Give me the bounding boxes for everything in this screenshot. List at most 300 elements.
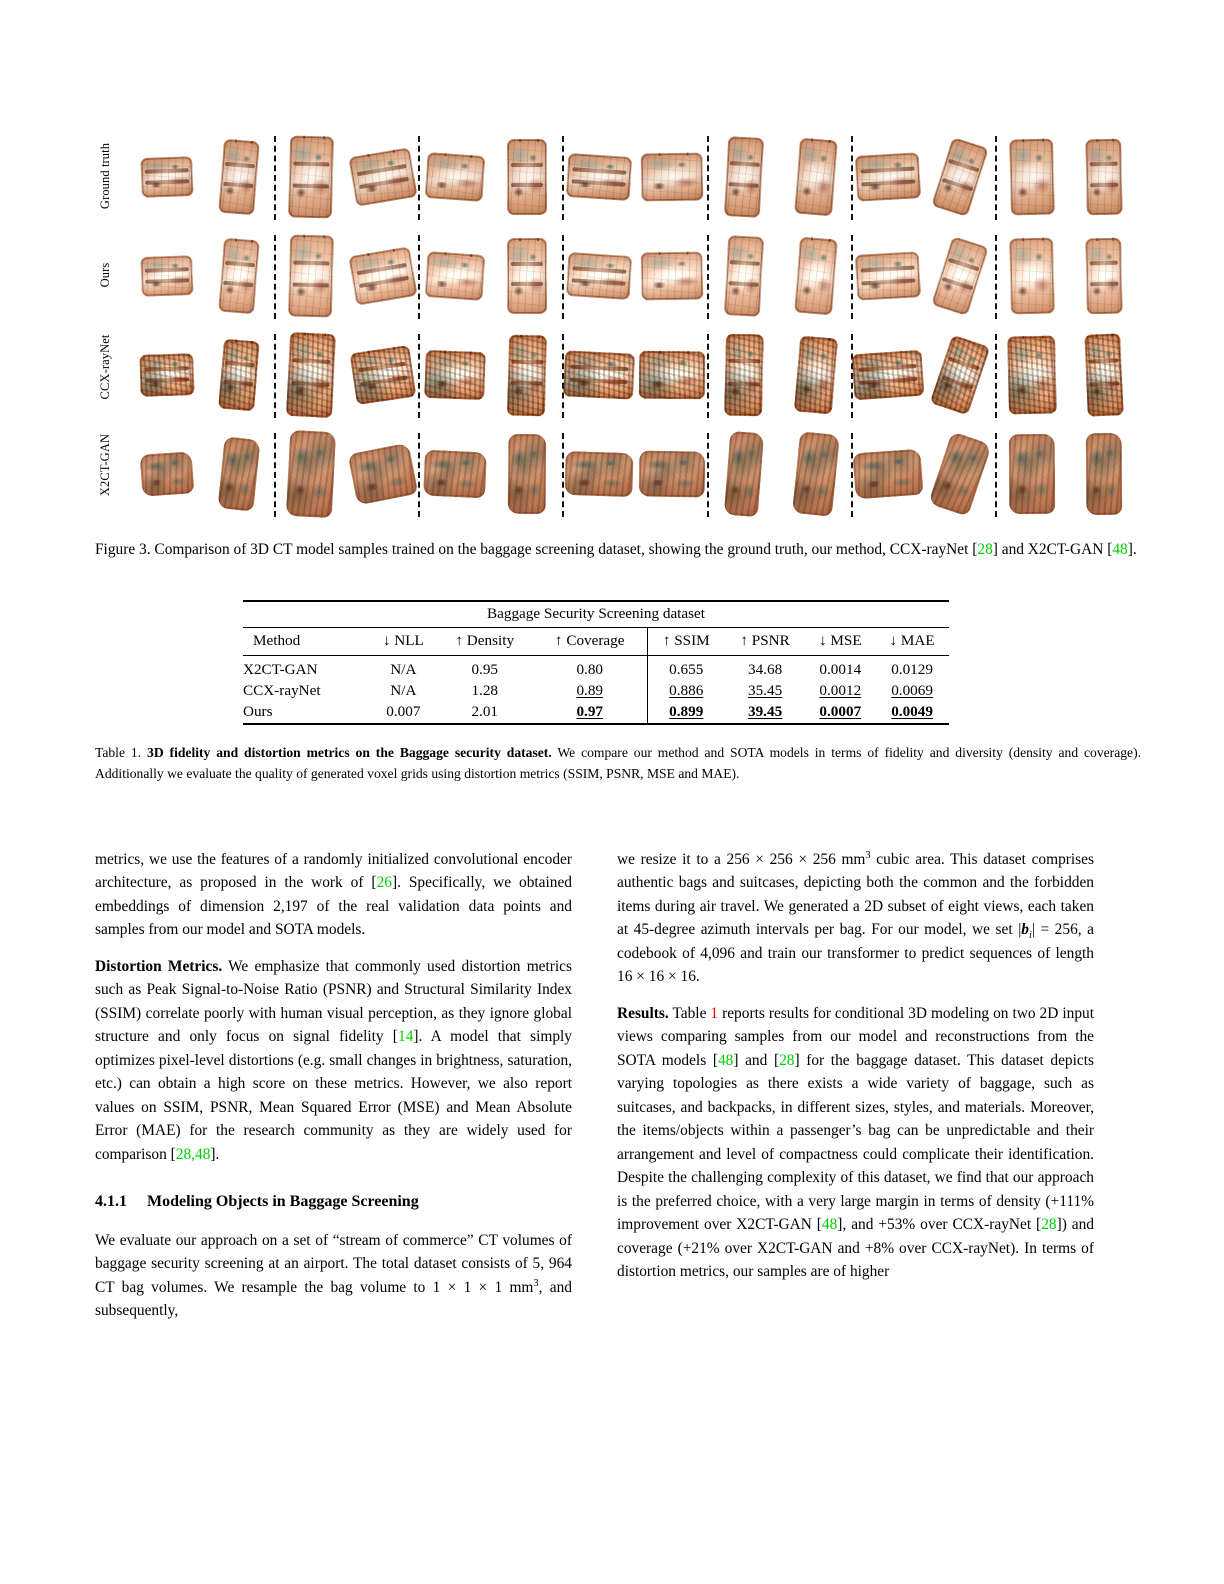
para-text: we resize it to a 256 × 256 × 256 mm [617,851,866,868]
cell-ssim [647,702,724,724]
ct-bag-density-blob [384,160,397,167]
cell-value: 0.899 [669,703,704,720]
ct-bag-density-blob [170,264,181,268]
figure-caption-text-3: ]. [1127,541,1137,558]
ct-bag-density-blob [819,353,827,361]
ct-bag-strap [223,379,253,386]
column-header-ssim: ↑ SSIM [647,628,724,656]
ct-bag-strap [942,277,973,290]
ct-bag-strap [942,178,973,191]
para-text: We evaluate our approach on a set of “stream of commerce” CT volumes of baggage security screening at an airport. The total dataset consists of 5, 964 CT bag volumes. We resample the bag volume to 1 × 1 × 1 mm [95,1231,572,1296]
ct-bag-density-blob [577,280,594,287]
ct-bag-density-blob [866,282,883,289]
ct-bag-density-blob [747,252,755,260]
ct-bag-density-blob [1016,385,1028,395]
ct-bag-body [217,437,261,512]
ct-bag-strap [858,364,916,372]
cell-method: Ours [243,703,273,720]
ct-bag-density-blob [225,383,235,393]
para-text: ] and [ [733,1051,780,1069]
para-text: ]. [210,1145,220,1163]
figure-group-separator [418,136,420,220]
figure-sample-cell [491,425,563,523]
section-heading-4-1-1 [95,1190,572,1214]
ct-bag-handle [519,238,539,241]
ct-bag-strap [728,359,759,364]
figure-row-labels [95,128,129,523]
paragraph-results [617,1002,1094,1284]
ct-bag-body [218,139,261,215]
figure-sample-cell [708,326,780,424]
ct-bag-strap [941,375,973,389]
figure-group-separator [995,334,997,418]
figure-sample-cell [1068,326,1140,424]
para-text: We emphasize that commonly used distortion metrics such as Peak Signal-to-Noise Ratio (PSNR) and Structural Similarity Index (SSIM) correlate poorly with human visual perception, as they ignore global structure and only focus on signal fidelity [ [95,957,573,1046]
ct-bag-strap [225,360,255,367]
cell-method: CCX-rayNet [243,682,321,699]
ct-bag-strap [146,179,189,185]
ct-bag-body [218,338,260,412]
ct-bag-density-blob [891,261,904,266]
figure-caption-citation-48[interactable]: 48 [1112,541,1128,558]
ct-bag-handle [1022,139,1044,143]
ct-bag-density-blob [865,480,883,487]
ct-bag-strap [1089,162,1118,167]
ct-bag-body [425,152,486,202]
ct-bag-strap [145,268,188,274]
figure-sample-cell [347,425,419,523]
figure-sample-cell [780,425,852,523]
table-row [243,681,949,702]
ct-bag-handle [519,139,539,142]
ct-bag-handle [658,153,687,157]
ct-bag-handle [303,136,325,140]
cell-mae: 0.0129 [875,656,949,681]
ct-bag-density-blob [364,382,380,391]
figure-sample-cell [491,326,563,424]
ct-bag-body [638,350,705,399]
table-header-row [243,628,949,656]
figure-row-ground-truth [131,128,1140,226]
figure-group-separator [562,433,564,517]
ct-bag-density-blob [459,164,471,169]
ct-bag-handle [445,251,473,257]
ct-bag-handle [304,332,327,337]
ct-bag-body [288,136,334,219]
ct-bag-strap [571,365,629,372]
ct-bag-density-blob [675,261,688,266]
ct-bag-strap [1089,359,1118,364]
ct-bag-density-blob [1017,286,1029,296]
para-text: ]) and coverage (+21% over X2CT-GAN and +8% over CCX-rayNet). In terms of distortion metrics, our samples are of higher [617,1216,1094,1281]
figure-sample-cell [1068,227,1140,325]
figure-sample-cell [708,425,780,523]
ct-bag-density-blob [747,153,755,161]
ct-bag-density-blob [891,459,905,465]
cell-method: X2CT-GAN [243,656,370,681]
ct-bag-body [930,137,989,218]
ct-bag-density-blob [364,184,381,193]
ct-bag-density-blob [942,182,954,194]
superscript-3: 3 [533,1277,539,1289]
figure-sample-cell [419,128,491,226]
ct-bag-body [286,430,337,518]
figure-sample-cell [852,326,924,424]
ct-bag-body [140,156,194,198]
figure-sample-cell [852,227,924,325]
ct-bag-body [1086,138,1123,215]
ct-bag-density-blob [384,456,397,463]
ct-bag-body [854,251,922,301]
ct-bag-density-blob [676,360,689,365]
ct-bag-density-blob [800,483,811,495]
table-1-caption [95,742,1141,784]
ct-bag-handle [234,139,254,144]
ct-bag-body [349,247,418,306]
figure-sample-cell [203,425,275,523]
cell-coverage: 0.80 [533,656,648,681]
ct-bag-density-blob [315,449,325,458]
figure-sample-cell [636,425,708,523]
para-text: , and subsequently, [95,1278,572,1320]
math-codebook-size: $|b_i|$ [1018,921,1035,942]
figure-sample-cell [924,128,996,226]
ct-bag-handle [811,336,832,342]
ct-bag-body [507,238,547,314]
ct-bag-strap [728,183,758,189]
ct-bag-density-blob [459,361,471,366]
cell-value: 35.45 [747,682,783,699]
ct-bag-strap [293,260,329,265]
table-1-wrapper [243,600,949,725]
ct-bag-density-blob [866,183,883,190]
ct-bag-density-blob [676,460,689,465]
ct-bag-density-blob [801,285,812,296]
ct-bag-density-blob [1017,187,1029,197]
math-subscript-i: i [1028,930,1032,942]
ct-bag-density-blob [435,381,451,388]
ct-bag-density-blob [149,182,163,188]
figure-sample-grid [131,128,1140,523]
ct-bag-density-blob [243,155,251,163]
figure-group-separator [274,334,276,418]
citation-14[interactable]: 14 [397,1028,414,1046]
ct-bag-strap [948,258,979,271]
ct-bag-density-blob [1106,449,1113,457]
ct-bag-strap [293,282,329,287]
citation-48[interactable]: 48 [717,1051,734,1069]
ct-bag-handle [658,350,689,354]
cell-value: 0.0007 [819,703,862,720]
ct-bag-density-blob [294,385,307,396]
ct-bag-strap [145,378,190,383]
ct-bag-handle [444,350,472,355]
figure-group-separator [851,433,853,517]
superscript-3: 3 [865,849,871,861]
ct-bag-handle [1096,237,1114,240]
ct-bag-strap [728,282,758,288]
ct-bag-density-blob [801,384,812,395]
ct-bag-handle [303,235,325,239]
ct-bag-density-blob [435,182,450,189]
citation-28[interactable]: 28 [779,1051,795,1069]
figure-sample-cell [131,326,203,424]
ct-bag-strap [146,278,189,284]
figure-sample-cell [563,326,635,424]
ct-bag-body [724,333,764,417]
ct-bag-density-blob [364,283,381,292]
figure-group-separator [995,433,997,517]
ct-bag-handle [1096,138,1114,141]
ct-bag-body [851,349,925,401]
figure-row-label-ccx-raynet: CCX-rayNet [97,334,112,400]
table-caption-bold-title: 3D fidelity and distortion metrics on the Baggage security dataset. [141,745,552,760]
figure-row-label-ground-truth: Ground truth [97,142,112,210]
figure-group-separator [851,334,853,418]
ct-bag-strap [947,357,979,371]
ct-bag-strap [511,163,544,167]
ct-bag-body [140,451,195,497]
figure-group-separator [851,136,853,220]
figure-sample-cell [780,227,852,325]
cell-value: 39.45 [747,703,783,720]
figure-group-separator [995,235,997,319]
ct-bag-strap [223,281,253,287]
ct-bag-density-blob [169,460,180,465]
ct-bag-body [565,450,634,497]
ct-bag-strap [223,182,253,188]
ct-bag-strap [1089,261,1118,266]
ct-bag-body [723,235,763,317]
cell-mae [875,681,949,702]
ct-bag-density-blob [530,351,538,359]
ct-bag-body [139,353,195,398]
section-title: Modeling Objects in Baggage Screening [147,1193,419,1211]
ct-bag-strap [729,260,759,266]
figure-group-separator [562,136,564,220]
ct-bag-density-blob [604,263,617,268]
cell-density: 2.01 [471,703,499,720]
cell-nll: N/A [390,682,417,699]
ct-bag-handle [445,152,473,158]
ct-bag-strap [512,381,543,386]
figure-sample-cell [1068,128,1140,226]
figure-sample-cell [780,128,852,226]
ct-bag-strap [360,376,409,387]
para-text: = 256, a codebook of 4,096 and train our transformer to predict sequences of length 16 × 16 × 16. [617,921,1094,986]
table-bottom-rule [243,724,949,725]
ct-bag-body [288,235,334,318]
ct-bag-density-blob [730,484,740,496]
ct-bag-density-blob [864,381,883,388]
ct-bag-body [508,433,547,514]
figure-sample-cell [275,326,347,424]
cell-value: 0.0049 [891,703,933,720]
ct-bag-density-blob [819,253,827,261]
column-header-psnr: ↑ PSNR [725,628,806,656]
ct-bag-density-blob [294,484,307,496]
ct-bag-density-blob [747,449,754,458]
figure-sample-cell [131,227,203,325]
figure-sample-cell [996,227,1068,325]
ct-bag-strap [861,266,914,273]
column-header-mse: ↓ MSE [805,628,875,656]
citation-26[interactable]: 26 [376,874,392,892]
ct-bag-body [350,345,416,405]
citation-28-48[interactable]: 28,48 [175,1145,211,1163]
ct-bag-strap [570,377,628,384]
figure-row-x2ct-gan [131,425,1140,523]
ct-bag-density-blob [649,480,666,486]
citation-28[interactable]: 28 [1041,1216,1057,1234]
ct-bag-strap [225,261,255,267]
cell-value: 0.0012 [819,682,862,699]
figure-sample-cell [636,128,708,226]
figure-3 [95,128,1140,523]
ct-bag-handle [1021,336,1044,340]
ct-bag-density-blob [149,281,163,287]
ct-bag-body [928,431,992,517]
ct-bag-body [286,332,337,418]
figure-sample-cell [347,128,419,226]
cell-coverage [533,702,648,724]
figure-sample-cell [491,227,563,325]
ct-bag-density-blob [730,385,740,396]
ct-bag-body [140,255,194,297]
para-text: ]. Specifically, we obtained embeddings of dimension 2,197 of the real validation data points and samples from our model and SOTA models. [95,874,573,939]
ct-bag-body [1009,238,1055,315]
figure-group-separator [851,235,853,319]
table-reference-1[interactable]: 1 [710,1004,719,1022]
figure-sample-cell [924,425,996,523]
ct-bag-density-blob [314,153,323,161]
ct-bag-body [1084,333,1123,416]
paragraph-metrics [95,848,572,942]
ct-bag-body [507,139,547,215]
figure-sample-cell [203,326,275,424]
figure-sample-cell [419,326,491,424]
cell-value: 0.89 [576,682,604,699]
figure-sample-cell [275,128,347,226]
ct-bag-body [1007,336,1056,415]
figure-sample-cell [563,425,635,523]
ct-bag-strap [293,161,329,166]
ct-bag-strap [144,366,189,371]
ct-bag-density-blob [820,450,829,459]
ct-bag-strap [357,164,407,176]
cell-nll: 0.007 [386,703,421,720]
ct-bag-density-blob [1092,286,1101,296]
figure-row-ccx-raynet [131,326,1140,424]
para-text: ]. A model that simply optimizes pixel-level distortions (e.g. small changes in brightness, saturation, etc.) can obtain a high score on these metrics. However, we also report values on SSIM, PSNR, Mean Squared Error (MSE) and Mean Absolute Error (MAE) for the research community as they are widely used for comparison [ [95,1028,572,1163]
body-column-left [95,848,572,1323]
ct-bag-density-blob [434,479,450,486]
ct-bag-handle [234,238,254,243]
cell-psnr [725,681,806,702]
para-text: metrics, we use the features of a randomly initialized convolutional encoder architecture, as proposed in the work of [ [95,851,572,892]
ct-bag-density-blob [435,281,450,288]
cell-density: 0.95 [437,656,533,681]
figure-group-separator [995,136,997,220]
figure-group-separator [707,334,709,418]
ct-bag-density-blob [314,252,323,260]
ct-bag-body [1009,434,1056,513]
ct-bag-strap [293,183,329,188]
ct-bag-strap [511,262,544,266]
figure-sample-cell [708,128,780,226]
ct-bag-density-blob [1106,253,1113,261]
ct-bag-density-blob [967,355,977,364]
ct-bag-density-blob [459,460,471,465]
ct-bag-density-blob [296,187,308,198]
ct-bag-density-blob [514,187,524,197]
ct-bag-density-blob [650,183,666,189]
ct-bag-strap [861,167,914,174]
ct-bag-handle [1095,333,1114,337]
figure-group-separator [274,433,276,517]
ct-bag-density-blob [650,282,666,288]
ct-bag-density-blob [530,253,538,261]
ct-bag-strap [145,169,188,175]
ct-bag-handle [658,252,687,256]
ct-bag-density-blob [1034,351,1044,359]
ct-bag-density-blob [242,354,250,362]
figure-group-separator [418,235,420,319]
figure-group-separator [418,334,420,418]
figure-row-label-ours: Ours [97,262,112,288]
para-text: ], and +53% over CCX-rayNet [ [837,1216,1042,1234]
para-text: Table [668,1004,711,1022]
paragraph-heading-results: Results. [617,1004,669,1022]
ct-bag-strap [358,362,407,373]
ct-bag-body [1009,139,1055,216]
column-header-coverage: ↑ Coverage [533,628,648,656]
ct-bag-handle [235,338,255,343]
table-caption-label: Table 1. [95,745,142,760]
figure-sample-cell [780,326,852,424]
figure-caption-citation-28[interactable]: 28 [977,541,993,558]
ct-bag-handle [811,137,831,142]
figure-group-separator [707,136,709,220]
ct-bag-handle [366,345,395,354]
ct-bag-density-blob [940,479,953,492]
ct-bag-density-blob [384,357,396,364]
figure-caption-label: Figure 3. [95,541,151,558]
ct-bag-density-blob [801,186,812,197]
paragraph-dataset-description [95,1229,572,1323]
figure-group-separator [274,136,276,220]
cell-coverage [533,681,648,702]
ct-bag-density-blob [675,162,688,167]
cell-mse [805,681,875,702]
figure-sample-cell [924,227,996,325]
ct-bag-body [793,336,838,414]
ct-bag-density-blob [649,381,666,387]
table-row [243,702,949,724]
ct-bag-handle [365,247,396,257]
ct-bag-strap [359,276,409,288]
cell-ssim [647,681,724,702]
paragraph-dataset-continued [617,848,1094,989]
ct-bag-density-blob [966,256,976,265]
ct-bag-density-blob [514,286,524,296]
ct-bag-strap [293,358,332,364]
citation-48[interactable]: 48 [821,1216,838,1234]
table-row [243,656,949,681]
ct-bag-body [566,252,634,300]
paragraph-distortion-metrics [95,955,572,1166]
ct-bag-strap [357,263,407,275]
